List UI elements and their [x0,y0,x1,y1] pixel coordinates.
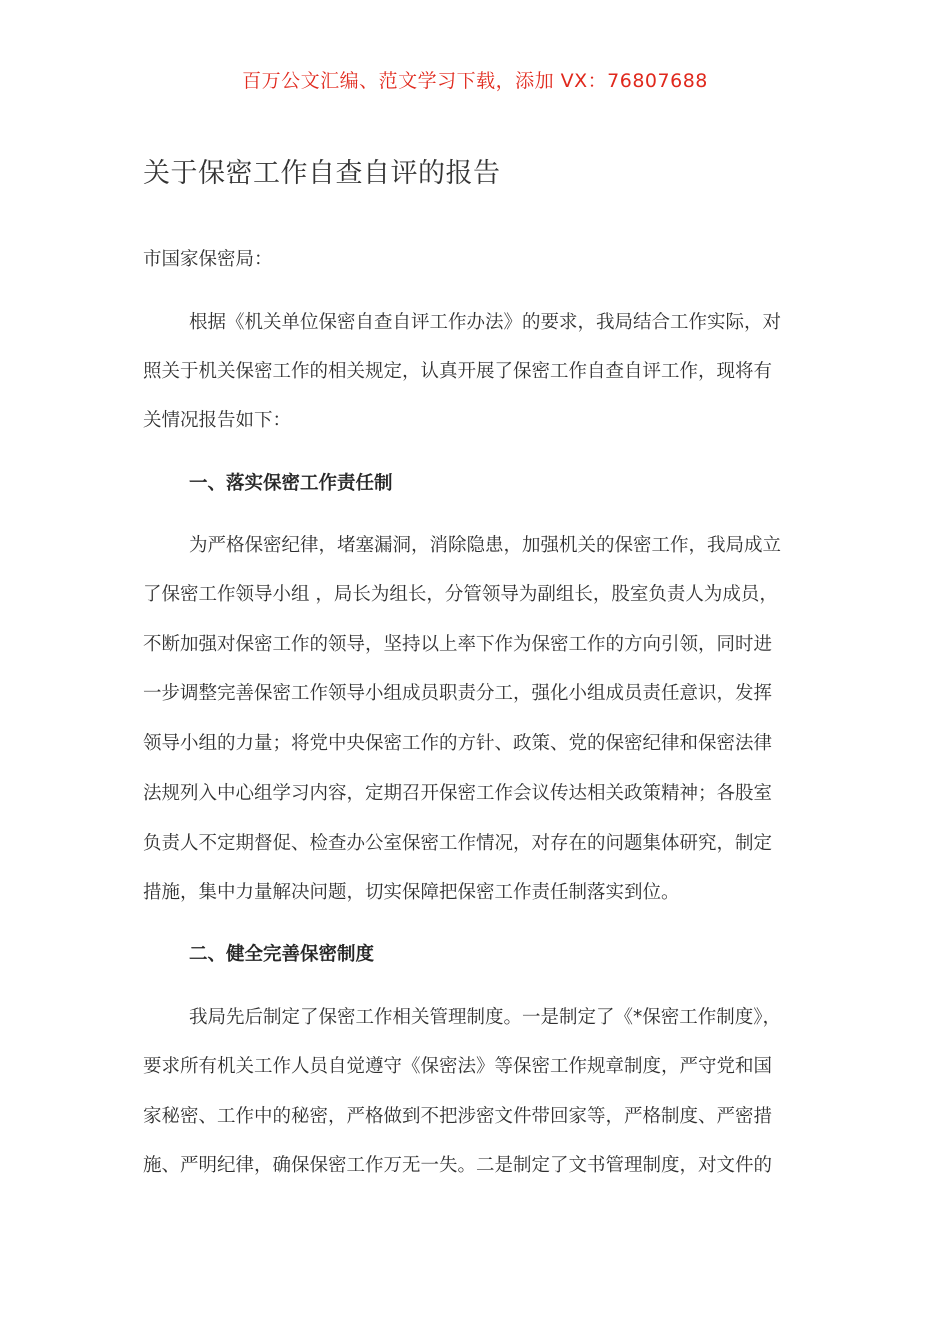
section-2-line: 我局先后制定了保密工作相关管理制度。一是制定了《*保密工作制度》， [189,1007,782,1028]
salutation: 市国家保密局： [143,249,273,270]
section-1-heading: 一、落实保密工作责任制 [189,473,393,494]
section-2-line: 家秘密、工作中的秘密，严格做到不把涉密文件带回家等，严格制度、严密措 [143,1106,773,1127]
promo-banner: 百万公文汇编、范文学习下载，添加 VX：76807688 [242,70,708,92]
document-title: 关于保密工作自查自评的报告 [143,158,501,189]
section-1-line: 为严格保密纪律，堵塞漏洞，消除隐患，加强机关的保密工作，我局成立 [189,535,782,556]
section-2-line: 施、严明纪律，确保保密工作万无一失。二是制定了文书管理制度，对文件的 [143,1155,773,1176]
intro-line: 关情况报告如下： [143,410,292,431]
section-1-line: 负责人不定期督促、检查办公室保密工作情况，对存在的问题集体研究，制定 [143,833,773,854]
section-1-line: 法规列入中心组学习内容，定期召开保密工作会议传达相关政策精神；各股室 [143,783,773,804]
section-1-line: 措施，集中力量解决问题，切实保障把保密工作责任制落实到位。 [143,882,680,903]
section-1-line: 不断加强对保密工作的领导，坚持以上率下作为保密工作的方向引领，同时进 [143,634,773,655]
intro-line: 照关于机关保密工作的相关规定，认真开展了保密工作自查自评工作，现将有 [143,361,773,382]
section-1-line: 一步调整完善保密工作领导小组成员职责分工，强化小组成员责任意识，发挥 [143,683,773,704]
section-1-line: 了保密工作领导小组 ，局长为组长，分管领导为副组长，股室负责人为成员， [143,584,778,605]
section-1-line: 领导小组的力量；将党中央保密工作的方针、政策、党的保密纪律和保密法律 [143,733,773,754]
intro-line: 根据《机关单位保密自查自评工作办法》的要求，我局结合工作实际，对 [189,312,782,333]
section-2-heading: 二、健全完善保密制度 [189,944,375,965]
section-2-line: 要求所有机关工作人员自觉遵守《保密法》等保密工作规章制度，严守党和国 [143,1056,773,1077]
